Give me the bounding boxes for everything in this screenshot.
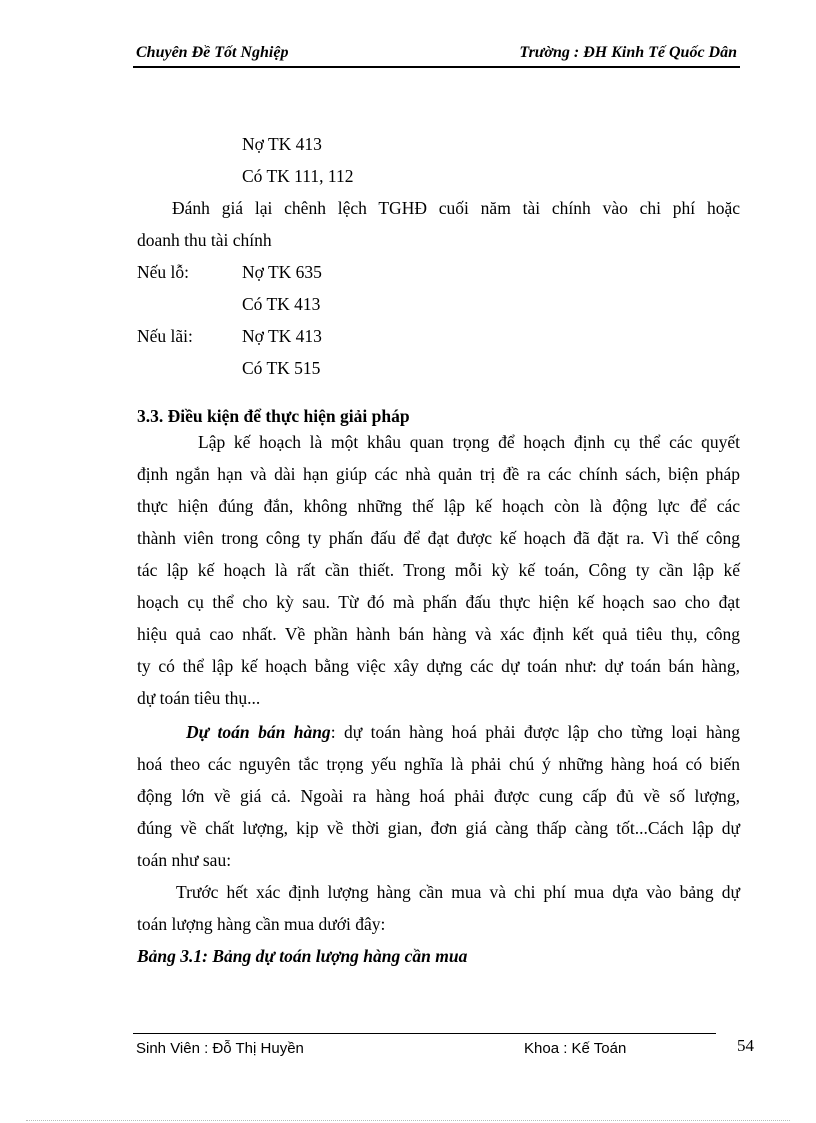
- paragraph-line: Lập kế hoạch là một khâu quan trọng để hoạch định cụ thể các quyết: [198, 432, 740, 452]
- sales-forecast-text: : dự toán hàng hoá phải được lập cho từng loại hàng: [330, 722, 740, 742]
- footer-student: Sinh Viên : Đỗ Thị Huyền: [136, 1040, 304, 1057]
- paragraph-line: thực hiện đúng đắn, không những thế lập kế hoạch còn là động lực để các: [137, 496, 740, 516]
- paragraph-line: định ngắn hạn và dài hạn giúp các nhà quản trị đề ra các chính sách, biện pháp: [137, 464, 740, 484]
- loss-credit-entry: Có TK 413: [242, 294, 321, 314]
- gain-label: Nếu lãi:: [137, 326, 193, 346]
- paragraph-line: Trước hết xác định lượng hàng cần mua và chi phí mua dựa vào bảng dự: [176, 882, 740, 902]
- paragraph-line: toán lượng hàng cần mua dưới đây:: [137, 914, 386, 934]
- paragraph-revaluation-line: doanh thu tài chính: [137, 230, 272, 250]
- paragraph-line: toán như sau:: [137, 850, 232, 870]
- entry-credit-111-112: Có TK 111, 112: [242, 166, 354, 186]
- section-heading: 3.3. Điều kiện để thực hiện giải pháp: [137, 406, 410, 426]
- table-caption: Bảng 3.1: Bảng dự toán lượng hàng cần mua: [137, 946, 468, 966]
- header-divider: [133, 66, 740, 68]
- paragraph-line-sales-forecast: [186, 722, 740, 742]
- paragraph-line: dự toán tiêu thụ...: [137, 688, 261, 708]
- page-bottom-border: [26, 1120, 790, 1121]
- footer-divider: [133, 1033, 716, 1034]
- sales-forecast-term: Dự toán bán hàng: [186, 722, 331, 742]
- paragraph-line: tác lập kế hoạch là rất cần thiết. Trong mỗi kỳ kế toán, Công ty cần lập kế: [137, 560, 740, 580]
- paragraph-line: ty có thể lập kế hoạch bằng việc xây dựng các dự toán như: dự toán bán hàng,: [137, 656, 740, 676]
- paragraph-line: hiệu quả cao nhất. Về phần hành bán hàng và xác định kết quả tiêu thụ, công: [137, 624, 740, 644]
- paragraph-line: động lớn về giá cả. Ngoài ra hàng hoá phải được cung cấp đủ về số lượng,: [137, 786, 740, 806]
- paragraph-line: thành viên trong công ty phấn đấu để đạt được kế hoạch đã đặt ra. Vì thế công: [137, 528, 740, 548]
- gain-credit-entry: Có TK 515: [242, 358, 321, 378]
- loss-debit-entry: Nợ TK 635: [242, 262, 322, 282]
- footer-faculty: Khoa : Kế Toán: [524, 1040, 627, 1057]
- loss-label: Nếu lỗ:: [137, 262, 190, 282]
- page-number: 54: [737, 1036, 754, 1055]
- paragraph-revaluation-line: Đánh giá lại chênh lệch TGHĐ cuối năm tài chính vào chi phí hoặc: [172, 198, 740, 218]
- paragraph-line: đúng về chất lượng, kịp về thời gian, đơn giá càng thấp càng tốt...Cách lập dự: [137, 818, 740, 838]
- header-title-right: Trường : ĐH Kinh Tế Quốc Dân: [519, 44, 737, 61]
- entry-debit-413: Nợ TK 413: [242, 134, 322, 154]
- header-title-left: Chuyên Đề Tốt Nghiệp: [136, 44, 289, 61]
- paragraph-line: hoạch cụ thể cho kỳ sau. Từ đó mà phấn đấu thực hiện kế hoạch sao cho đạt: [137, 592, 740, 612]
- paragraph-line: hoá theo các nguyên tắc trọng yếu nghĩa là phải chú ý những hàng hoá có biến: [137, 754, 740, 774]
- gain-debit-entry: Nợ TK 413: [242, 326, 322, 346]
